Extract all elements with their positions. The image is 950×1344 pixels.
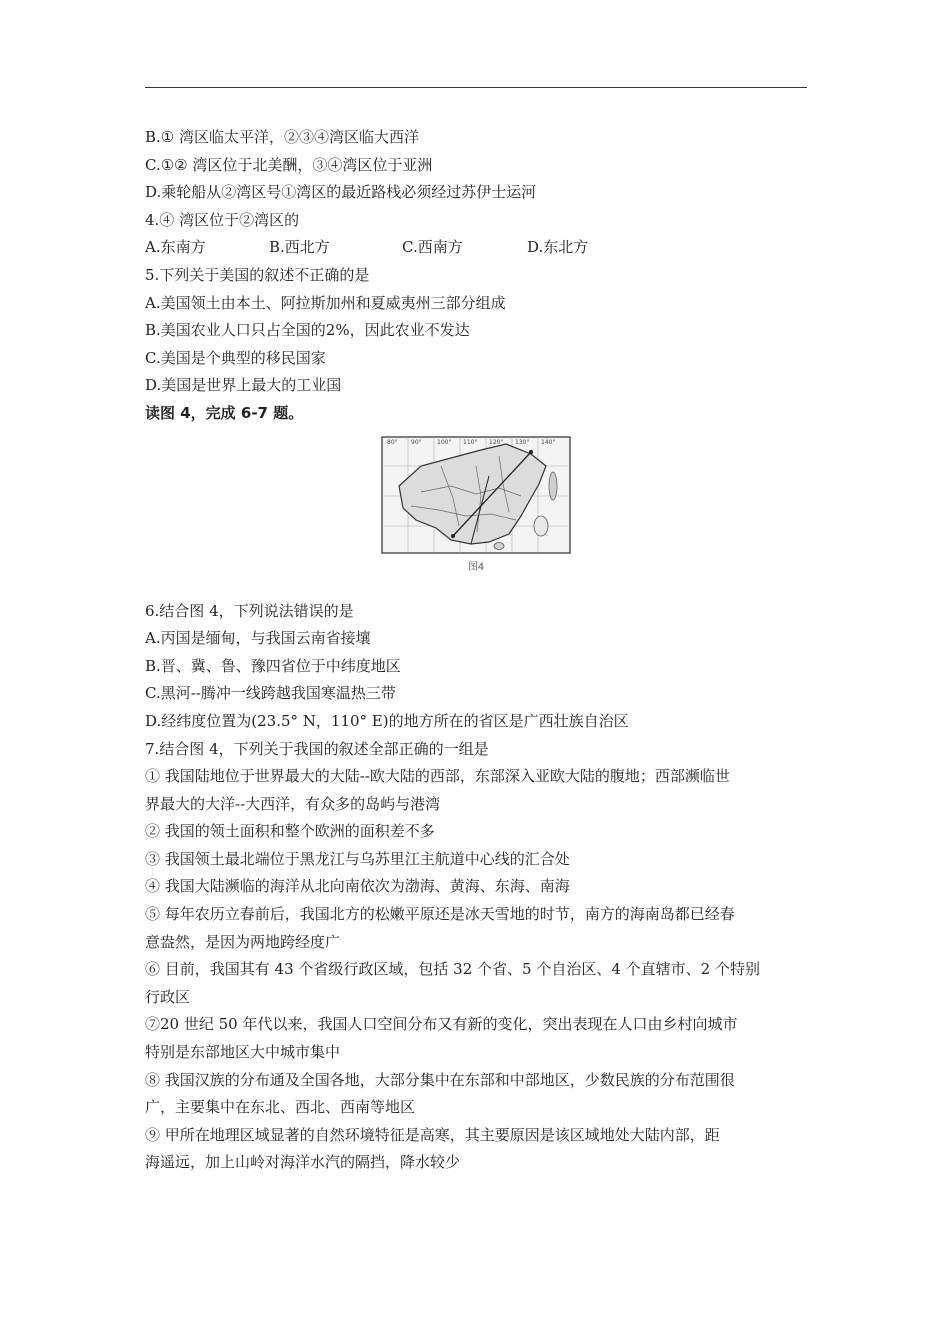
china-map-icon <box>381 436 571 554</box>
q7-statement-8: ⑧ 我国汉族的分布通及全国各地，大部分集中在东部和中部地区，少数民族的分布范围很 <box>145 1070 735 1089</box>
q5-option-b: B.美国农业人口只占全国的2%，因此农业不发达 <box>145 321 470 340</box>
q7-statement-4: ④ 我国大陆濒临的海洋从北向南依次为渤海、黄海、东海、南海 <box>145 877 570 896</box>
lon-tick: 140° <box>541 438 556 446</box>
q5-question: 5.下列关于美国的叙述不正确的是 <box>145 265 370 284</box>
q4-option-b: B.西北方 <box>269 238 330 257</box>
lon-tick: 120° <box>489 438 504 446</box>
q7-statement-9: ⑨ 甲所在地理区域显著的自然环境特征是高寒，其主要原因是该区域地处大陆内部，距 <box>145 1125 720 1144</box>
q3-option-d: D.乘轮船从②湾区号①湾区的最近路栈必须经过苏伊士运河 <box>145 183 537 202</box>
q7-statement-7: ⑦20 世纪 50 年代以来，我国人口空间分布又有新的变化，突出表现在人口由乡村向城市 <box>145 1015 738 1034</box>
q6-option-b: B.晋、冀、鲁、豫四省位于中纬度地区 <box>145 656 401 675</box>
q5-option-a: A.美国领土由本土、阿拉斯加州和夏威夷州三部分组成 <box>145 293 506 312</box>
q4-options <box>145 234 807 262</box>
q7-statement-3: ③ 我国领土最北端位于黑龙江与乌苏里江主航道中心线的汇合处 <box>145 849 570 868</box>
header-rule <box>145 87 807 88</box>
q7-question: 7.结合图 4，下列关于我国的叙述全部正确的一组是 <box>145 739 489 758</box>
q7-statement-1-cont: 界最大的大洋--大西洋，有众多的岛屿与港湾 <box>145 794 441 813</box>
q5-option-d: D.美国是世界上最大的工业国 <box>145 376 342 395</box>
q7-statement-1: ① 我国陆地位于世界最大的大陆--欧大陆的西部，东部深入亚欧大陆的腹地；西部濒临世 <box>145 767 730 786</box>
q7-statement-8-cont: 广，主要集中在东北、西北、西南等地区 <box>145 1098 416 1117</box>
q7-statement-5-cont: 意盎然，是因为两地跨经度广 <box>145 932 341 951</box>
q4-option-a: A.东南方 <box>145 238 206 257</box>
q7-statement-9-cont: 海遥远，加上山岭对海洋水汽的隔挡，降水较少 <box>145 1153 461 1172</box>
q6-option-c: C.黑河--腾冲一线跨越我国寒温热三带 <box>145 684 396 703</box>
q3-option-c: C.①② 湾区位于北美酬，③④湾区位于亚洲 <box>145 155 433 174</box>
lon-tick: 130° <box>515 438 530 446</box>
q7-statement-5: ⑤ 每年农历立春前后，我国北方的松嫩平原还是冰天雪地的时节，南方的海南岛都已经春 <box>145 905 735 924</box>
lon-tick: 100° <box>437 438 452 446</box>
q7-statement-6: ⑥ 目前，我国其有 43 个省级行政区域，包括 32 个省、5 个自治区、4 个直辖市、2 个特别 <box>145 960 760 979</box>
q7-statement-2: ② 我国的领土面积和整个欧洲的面积差不多 <box>145 822 435 841</box>
q4-option-d: D.东北方 <box>527 238 589 257</box>
lon-tick: 90° <box>411 438 422 446</box>
q4-question: 4.④ 湾区位于②湾区的 <box>145 210 300 229</box>
q3-option-b: B.① 湾区临太平洋，②③④湾区临大西洋 <box>145 128 420 146</box>
q7-statement-7-cont: 特别是东部地区大中城市集中 <box>145 1043 341 1062</box>
document-body <box>145 124 807 1177</box>
figure-4 <box>145 428 807 598</box>
lon-tick: 110° <box>463 438 478 446</box>
q7-statement-6-cont: 行政区 <box>145 987 191 1006</box>
figure-caption: 图4 <box>467 561 485 573</box>
q6-option-a: A.丙国是缅甸，与我国云南省接壤 <box>145 629 371 648</box>
q6-question: 6.结合图 4，下列说法错误的是 <box>145 601 354 620</box>
q6-option-d: D.经纬度位置为(23.5° N，110° E)的地方所在的省区是广西壮族自治区 <box>145 711 629 730</box>
q4-option-c: C.西南方 <box>402 238 463 257</box>
lon-tick: 80° <box>387 438 398 446</box>
q5-option-c: C.美国是个典型的移民国家 <box>145 348 326 367</box>
section-heading: 读图 4，完成 6-7 题。 <box>145 403 304 422</box>
